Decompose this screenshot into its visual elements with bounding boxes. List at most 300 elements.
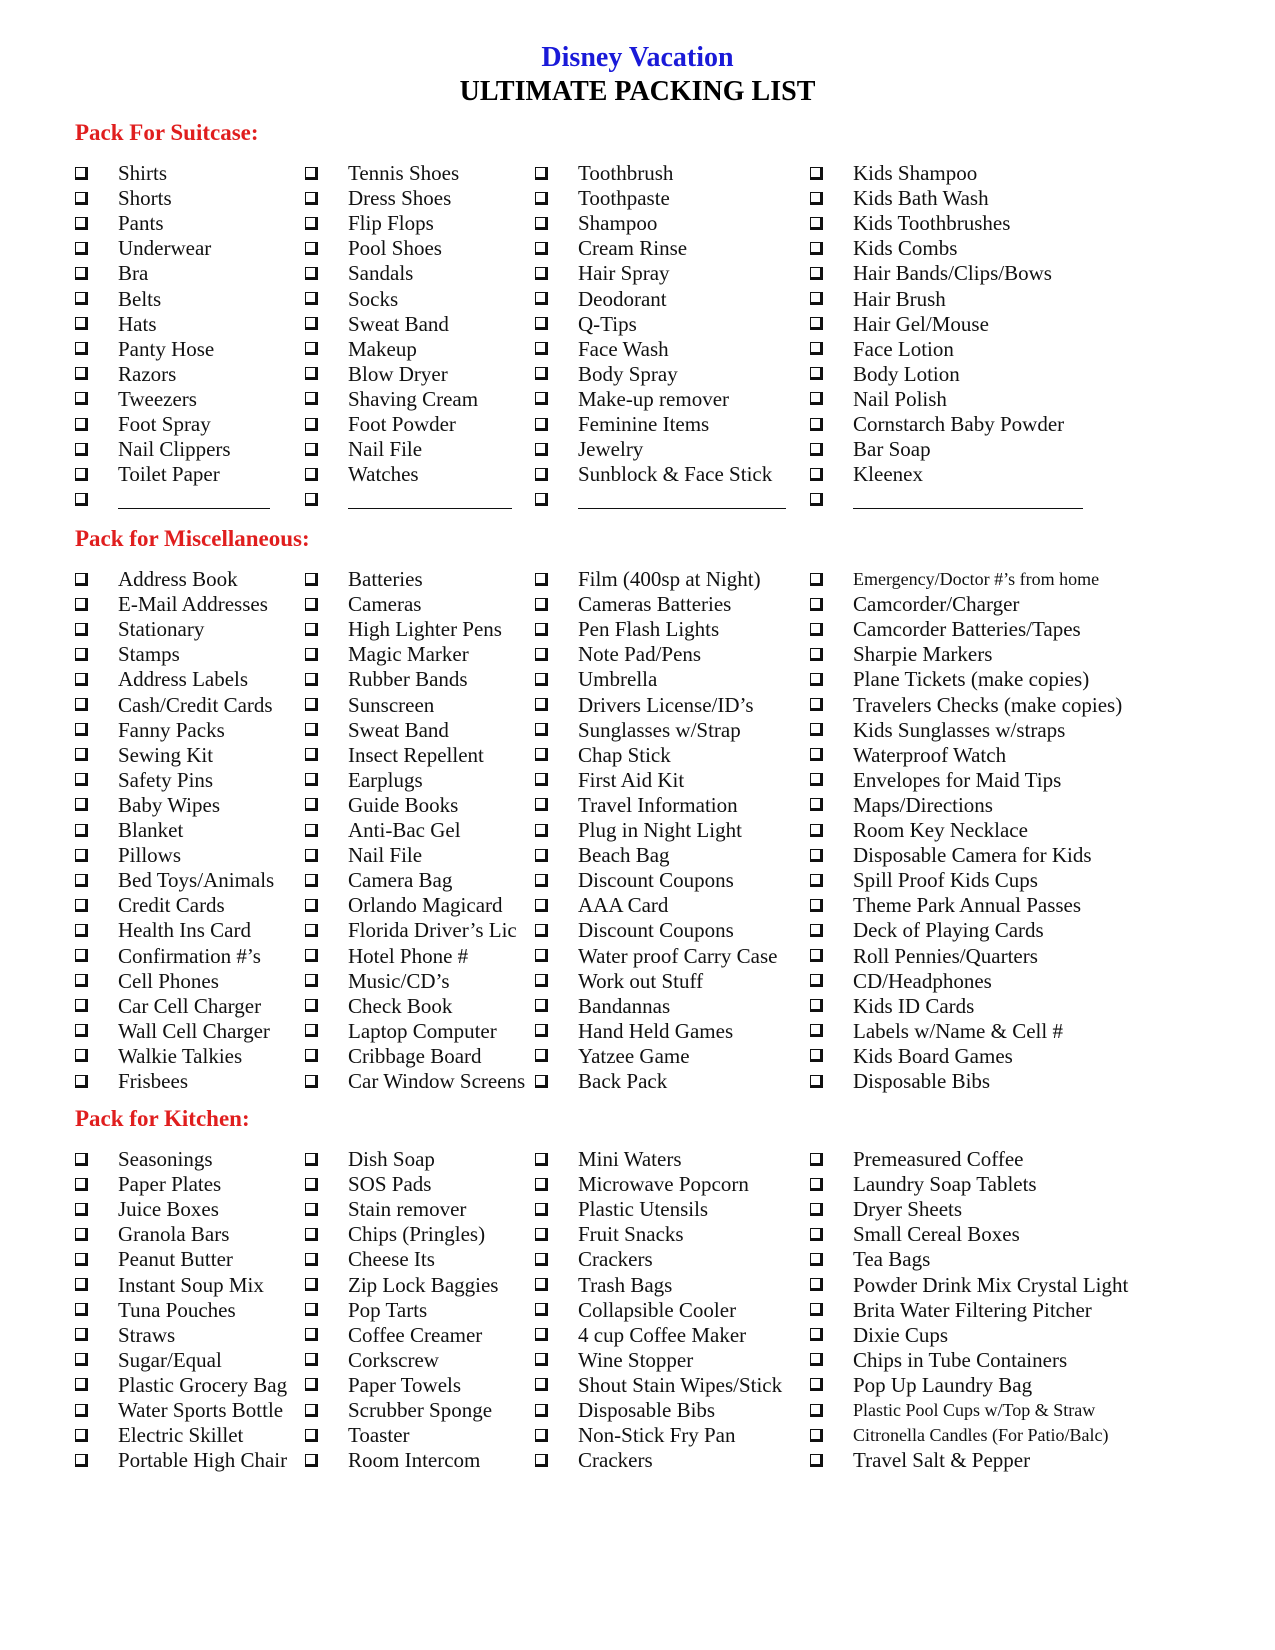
checkbox-icon[interactable] [535,1203,548,1216]
checklist-item[interactable] [535,361,678,387]
checklist-item[interactable] [810,1043,1013,1069]
checklist-item[interactable] [75,210,164,236]
checklist-item[interactable] [75,1171,221,1197]
checkbox-icon[interactable] [305,673,318,686]
checkbox-icon[interactable] [305,443,318,456]
checklist-item[interactable] [305,311,449,337]
checklist-item[interactable] [75,1422,243,1448]
checklist-item[interactable] [810,160,977,186]
checklist-item[interactable] [305,1297,427,1323]
checklist-item[interactable] [75,1322,175,1348]
checklist-item[interactable] [810,692,1122,718]
checkbox-icon[interactable] [535,468,548,481]
blank-checklist-item[interactable] [75,486,270,512]
checkbox-icon[interactable] [305,1049,318,1062]
checkbox-icon[interactable] [75,1024,88,1037]
checklist-item[interactable] [305,616,502,642]
checklist-item[interactable] [75,717,225,743]
checkbox-icon[interactable] [75,1153,88,1166]
checkbox-icon[interactable] [535,443,548,456]
checklist-item[interactable] [535,993,670,1019]
checklist-item[interactable] [535,742,671,768]
checkbox-icon[interactable] [810,849,823,862]
checkbox-icon[interactable] [305,1253,318,1266]
checkbox-icon[interactable] [75,167,88,180]
checklist-item[interactable] [305,210,434,236]
checkbox-icon[interactable] [75,1328,88,1341]
checkbox-icon[interactable] [535,824,548,837]
checkbox-icon[interactable] [305,1203,318,1216]
checklist-item[interactable] [810,817,1028,843]
checkbox-icon[interactable] [75,798,88,811]
checklist-item[interactable] [810,1447,1030,1473]
checkbox-icon[interactable] [75,648,88,661]
checkbox-icon[interactable] [535,1429,548,1442]
checklist-item[interactable] [305,1246,435,1272]
checkbox-icon[interactable] [305,849,318,862]
checklist-item[interactable] [75,336,214,362]
blank-checklist-item[interactable] [535,486,786,512]
checklist-item[interactable] [810,1397,1095,1423]
checkbox-icon[interactable] [75,292,88,305]
checkbox-icon[interactable] [305,1228,318,1241]
checkbox-icon[interactable] [75,698,88,711]
checklist-item[interactable] [535,185,670,211]
checkbox-icon[interactable] [810,949,823,962]
checkbox-icon[interactable] [305,1075,318,1088]
checklist-item[interactable] [535,591,731,617]
checkbox-icon[interactable] [810,1303,823,1316]
checklist-item[interactable] [305,336,417,362]
checklist-item[interactable] [305,792,458,818]
checklist-item[interactable] [535,692,754,718]
checkbox-icon[interactable] [810,1378,823,1391]
checklist-item[interactable] [810,742,1006,768]
checklist-item[interactable] [75,1018,270,1044]
checkbox-icon[interactable] [75,242,88,255]
checkbox-icon[interactable] [75,468,88,481]
checkbox-icon[interactable] [810,924,823,937]
checklist-item[interactable] [305,1171,431,1197]
checkbox-icon[interactable] [535,493,548,506]
checkbox-icon[interactable] [810,974,823,987]
checklist-item[interactable] [810,1171,1037,1197]
checkbox-icon[interactable] [535,1353,548,1366]
checklist-item[interactable] [305,917,517,943]
checklist-item[interactable] [535,767,684,793]
checkbox-icon[interactable] [305,367,318,380]
checkbox-icon[interactable] [535,1278,548,1291]
checkbox-icon[interactable] [535,267,548,280]
checkbox-icon[interactable] [75,1049,88,1062]
write-in-line[interactable] [578,490,786,509]
checkbox-icon[interactable] [810,1353,823,1366]
checkbox-icon[interactable] [305,798,318,811]
checklist-item[interactable] [75,1068,188,1094]
checklist-item[interactable] [535,1422,736,1448]
checkbox-icon[interactable] [75,849,88,862]
checklist-item[interactable] [75,1372,287,1398]
checklist-item[interactable] [305,235,442,261]
checkbox-icon[interactable] [75,573,88,586]
checkbox-icon[interactable] [75,623,88,636]
checkbox-icon[interactable] [75,874,88,887]
checklist-item[interactable] [75,185,172,211]
checkbox-icon[interactable] [535,1404,548,1417]
checkbox-icon[interactable] [535,598,548,611]
checkbox-icon[interactable] [810,1153,823,1166]
checklist-item[interactable] [75,641,180,667]
checkbox-icon[interactable] [810,648,823,661]
checkbox-icon[interactable] [75,1404,88,1417]
checklist-item[interactable] [810,436,931,462]
checklist-item[interactable] [305,641,469,667]
checklist-item[interactable] [810,386,947,412]
checkbox-icon[interactable] [810,1404,823,1417]
checklist-item[interactable] [75,1272,264,1298]
checklist-item[interactable] [810,943,1038,969]
checkbox-icon[interactable] [305,1178,318,1191]
checklist-item[interactable] [535,968,703,994]
checklist-item[interactable] [535,1347,693,1373]
checklist-item[interactable] [75,917,251,943]
checklist-item[interactable] [305,1221,485,1247]
checkbox-icon[interactable] [535,673,548,686]
checklist-item[interactable] [75,286,161,312]
checkbox-icon[interactable] [75,899,88,912]
checklist-item[interactable] [305,1272,498,1298]
checkbox-icon[interactable] [75,1228,88,1241]
checkbox-icon[interactable] [810,342,823,355]
checkbox-icon[interactable] [535,924,548,937]
checklist-item[interactable] [535,1447,653,1473]
checkbox-icon[interactable] [535,292,548,305]
checkbox-icon[interactable] [535,167,548,180]
checklist-item[interactable] [535,842,670,868]
checkbox-icon[interactable] [810,1228,823,1241]
checklist-item[interactable] [535,210,657,236]
checklist-item[interactable] [305,742,484,768]
checklist-item[interactable] [810,616,1081,642]
checklist-item[interactable] [75,792,220,818]
checkbox-icon[interactable] [305,598,318,611]
checklist-item[interactable] [305,892,503,918]
checkbox-icon[interactable] [535,1228,548,1241]
checkbox-icon[interactable] [810,1278,823,1291]
checkbox-icon[interactable] [305,949,318,962]
checklist-item[interactable] [810,1347,1067,1373]
checklist-item[interactable] [75,566,238,592]
checklist-item[interactable] [305,1196,466,1222]
checkbox-icon[interactable] [810,1024,823,1037]
checkbox-icon[interactable] [535,798,548,811]
checkbox-icon[interactable] [535,899,548,912]
checkbox-icon[interactable] [535,342,548,355]
checkbox-icon[interactable] [305,468,318,481]
checkbox-icon[interactable] [75,1178,88,1191]
checkbox-icon[interactable] [810,773,823,786]
checklist-item[interactable] [305,1018,497,1044]
checklist-item[interactable] [305,1322,482,1348]
checkbox-icon[interactable] [810,242,823,255]
checkbox-icon[interactable] [810,468,823,481]
checklist-item[interactable] [75,1297,236,1323]
blank-checklist-item[interactable] [810,486,1083,512]
checklist-item[interactable] [535,461,772,487]
checklist-item[interactable] [810,591,1019,617]
checklist-item[interactable] [535,286,667,312]
checklist-item[interactable] [810,461,923,487]
checkbox-icon[interactable] [810,1328,823,1341]
checkbox-icon[interactable] [75,824,88,837]
checklist-item[interactable] [75,160,167,186]
checklist-item[interactable] [810,1272,1128,1298]
checkbox-icon[interactable] [535,974,548,987]
checklist-item[interactable] [535,1146,682,1172]
checkbox-icon[interactable] [305,1303,318,1316]
checklist-item[interactable] [305,185,451,211]
checklist-item[interactable] [810,1322,948,1348]
checkbox-icon[interactable] [535,1454,548,1467]
checklist-item[interactable] [535,1018,733,1044]
checkbox-icon[interactable] [810,167,823,180]
checkbox-icon[interactable] [810,493,823,506]
checkbox-icon[interactable] [75,924,88,937]
checkbox-icon[interactable] [535,1153,548,1166]
checklist-item[interactable] [75,1246,233,1272]
checklist-item[interactable] [810,210,1010,236]
checkbox-icon[interactable] [305,974,318,987]
checklist-item[interactable] [810,1422,1108,1448]
checkbox-icon[interactable] [810,1203,823,1216]
checklist-item[interactable] [305,286,398,312]
checklist-item[interactable] [75,692,273,718]
checklist-item[interactable] [810,235,957,261]
checklist-item[interactable] [305,1397,492,1423]
checkbox-icon[interactable] [305,217,318,230]
checkbox-icon[interactable] [305,1153,318,1166]
checklist-item[interactable] [75,943,261,969]
checklist-item[interactable] [535,386,729,412]
checkbox-icon[interactable] [535,1253,548,1266]
checkbox-icon[interactable] [535,748,548,761]
checklist-item[interactable] [810,1068,990,1094]
checkbox-icon[interactable] [305,623,318,636]
checkbox-icon[interactable] [305,1024,318,1037]
checkbox-icon[interactable] [535,367,548,380]
checklist-item[interactable] [535,641,701,667]
checkbox-icon[interactable] [810,698,823,711]
checklist-item[interactable] [535,566,761,592]
checkbox-icon[interactable] [535,648,548,661]
checklist-item[interactable] [535,336,669,362]
checklist-item[interactable] [810,336,954,362]
checkbox-icon[interactable] [535,623,548,636]
checkbox-icon[interactable] [535,698,548,711]
checklist-item[interactable] [810,566,1099,592]
checklist-item[interactable] [75,436,231,462]
checklist-item[interactable] [810,792,993,818]
checkbox-icon[interactable] [305,192,318,205]
checkbox-icon[interactable] [810,1049,823,1062]
checkbox-icon[interactable] [535,874,548,887]
checklist-item[interactable] [75,1043,242,1069]
checkbox-icon[interactable] [535,217,548,230]
checkbox-icon[interactable] [810,723,823,736]
checklist-item[interactable] [305,1068,525,1094]
checklist-item[interactable] [535,311,637,337]
checklist-item[interactable] [535,411,709,437]
checkbox-icon[interactable] [535,1075,548,1088]
checkbox-icon[interactable] [535,317,548,330]
checkbox-icon[interactable] [810,899,823,912]
checklist-item[interactable] [305,386,478,412]
checklist-item[interactable] [305,591,421,617]
checklist-item[interactable] [75,968,219,994]
checklist-item[interactable] [75,1221,229,1247]
checklist-item[interactable] [810,1246,930,1272]
checklist-item[interactable] [75,867,274,893]
checklist-item[interactable] [305,1043,482,1069]
checkbox-icon[interactable] [305,648,318,661]
checklist-item[interactable] [305,943,468,969]
checklist-item[interactable] [810,1221,1020,1247]
checkbox-icon[interactable] [305,698,318,711]
checkbox-icon[interactable] [305,1353,318,1366]
checkbox-icon[interactable] [810,1454,823,1467]
checklist-item[interactable] [535,1171,749,1197]
checkbox-icon[interactable] [75,1075,88,1088]
checklist-item[interactable] [535,917,734,943]
checkbox-icon[interactable] [810,292,823,305]
checkbox-icon[interactable] [305,1404,318,1417]
checklist-item[interactable] [810,968,992,994]
checkbox-icon[interactable] [75,392,88,405]
checkbox-icon[interactable] [535,849,548,862]
checkbox-icon[interactable] [810,748,823,761]
checkbox-icon[interactable] [75,773,88,786]
checklist-item[interactable] [75,1397,283,1423]
checklist-item[interactable] [535,1068,667,1094]
checklist-item[interactable] [75,386,197,412]
checklist-item[interactable] [535,1196,708,1222]
checklist-item[interactable] [305,260,413,286]
checklist-item[interactable] [75,842,181,868]
checkbox-icon[interactable] [305,317,318,330]
checklist-item[interactable] [305,1146,435,1172]
checkbox-icon[interactable] [535,1024,548,1037]
checkbox-icon[interactable] [305,999,318,1012]
checkbox-icon[interactable] [810,267,823,280]
checkbox-icon[interactable] [535,392,548,405]
checkbox-icon[interactable] [305,824,318,837]
checklist-item[interactable] [810,361,960,387]
checklist-item[interactable] [810,717,1065,743]
checkbox-icon[interactable] [535,1328,548,1341]
checkbox-icon[interactable] [75,267,88,280]
checkbox-icon[interactable] [810,824,823,837]
checkbox-icon[interactable] [305,924,318,937]
checkbox-icon[interactable] [305,1429,318,1442]
checklist-item[interactable] [810,1018,1063,1044]
checklist-item[interactable] [305,1347,439,1373]
checkbox-icon[interactable] [305,1278,318,1291]
checklist-item[interactable] [535,1297,736,1323]
checkbox-icon[interactable] [535,573,548,586]
checkbox-icon[interactable] [810,598,823,611]
checkbox-icon[interactable] [305,1378,318,1391]
checklist-item[interactable] [75,411,211,437]
checkbox-icon[interactable] [535,1303,548,1316]
checkbox-icon[interactable] [810,392,823,405]
checklist-item[interactable] [75,1146,213,1172]
checklist-item[interactable] [810,1146,1023,1172]
checklist-item[interactable] [75,666,248,692]
checkbox-icon[interactable] [810,798,823,811]
checklist-item[interactable] [305,692,434,718]
checklist-item[interactable] [75,1196,219,1222]
checkbox-icon[interactable] [305,1454,318,1467]
checklist-item[interactable] [305,666,468,692]
checkbox-icon[interactable] [305,392,318,405]
checklist-item[interactable] [535,436,643,462]
checklist-item[interactable] [810,641,992,667]
checkbox-icon[interactable] [810,999,823,1012]
checkbox-icon[interactable] [810,1075,823,1088]
checkbox-icon[interactable] [75,1378,88,1391]
checkbox-icon[interactable] [75,974,88,987]
checkbox-icon[interactable] [810,874,823,887]
checkbox-icon[interactable] [810,217,823,230]
checklist-item[interactable] [305,968,450,994]
checkbox-icon[interactable] [810,443,823,456]
checkbox-icon[interactable] [75,1454,88,1467]
checkbox-icon[interactable] [535,1049,548,1062]
checkbox-icon[interactable] [75,598,88,611]
checklist-item[interactable] [810,867,1038,893]
checklist-item[interactable] [305,1422,410,1448]
checklist-item[interactable] [535,817,742,843]
checkbox-icon[interactable] [810,367,823,380]
checkbox-icon[interactable] [810,623,823,636]
checkbox-icon[interactable] [305,342,318,355]
checklist-item[interactable] [75,361,176,387]
checkbox-icon[interactable] [75,1253,88,1266]
write-in-line[interactable] [348,490,512,509]
checklist-item[interactable] [75,993,261,1019]
checklist-item[interactable] [535,616,719,642]
checkbox-icon[interactable] [305,748,318,761]
checklist-item[interactable] [75,260,148,286]
checklist-item[interactable] [810,1372,1032,1398]
checklist-item[interactable] [535,943,777,969]
checklist-item[interactable] [305,566,423,592]
checkbox-icon[interactable] [75,748,88,761]
checkbox-icon[interactable] [535,999,548,1012]
checklist-item[interactable] [535,717,741,743]
checkbox-icon[interactable] [305,292,318,305]
checkbox-icon[interactable] [810,1178,823,1191]
checklist-item[interactable] [75,817,183,843]
checkbox-icon[interactable] [535,192,548,205]
checkbox-icon[interactable] [535,418,548,431]
checkbox-icon[interactable] [305,418,318,431]
checkbox-icon[interactable] [305,773,318,786]
blank-checklist-item[interactable] [305,486,512,512]
checklist-item[interactable] [535,1397,715,1423]
checklist-item[interactable] [75,235,211,261]
checklist-item[interactable] [305,160,459,186]
